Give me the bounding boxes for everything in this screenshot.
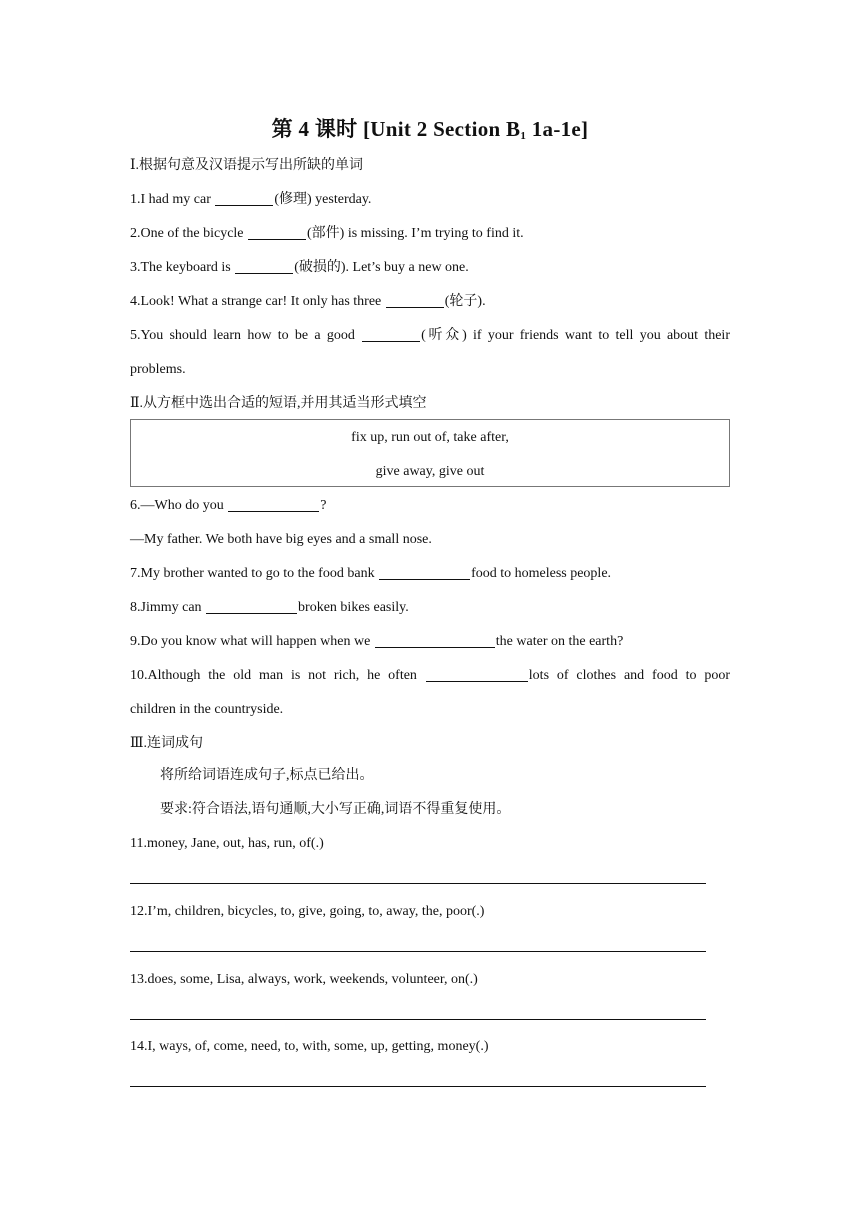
part3-instruction-1: 将所给词语连成句子,标点已给出。 (160, 768, 374, 783)
question-7 (130, 564, 611, 584)
q3-hint: (破损的). Let’s buy a new one. (294, 260, 469, 275)
q6-text: 6.—Who do you (130, 498, 228, 513)
part2-heading: Ⅱ.从方框中选出合适的短语,并用其适当形式填空 (130, 396, 427, 411)
part1-heading: Ⅰ.根据句意及汉语提示写出所缺的单词 (130, 158, 364, 173)
q1-blank[interactable] (215, 191, 273, 206)
q5-hint: (听众) if your friends want to tell you about their (421, 328, 730, 343)
question-8 (130, 598, 409, 618)
q10-end: lots of clothes and food to poor (528, 668, 730, 683)
q3-blank[interactable] (235, 259, 293, 274)
q4-hint: (轮子). (444, 294, 486, 309)
q5-blank[interactable] (362, 327, 420, 342)
part3-instruction-2: 要求:符合语法,语句通顺,大小写正确,词语不得重复使用。 (160, 802, 511, 817)
q7-end: food to homeless people. (471, 566, 612, 581)
q8-end: broken bikes easily. (298, 600, 409, 615)
q7-blank[interactable] (379, 565, 470, 580)
question-6-answer: —My father. We both have big eyes and a small nose. (130, 532, 432, 547)
q2-text: 2.One of the bicycle (130, 226, 248, 241)
answer-line-12[interactable] (130, 951, 706, 952)
question-3 (130, 258, 469, 278)
question-14: 14.I, ways, of, come, need, to, with, some, up, getting, money(.) (130, 1039, 489, 1054)
answer-line-13[interactable] (130, 1019, 706, 1020)
q9-end: the water on the earth? (495, 634, 624, 649)
q5-text: 5.You should learn how to be a good (130, 328, 362, 343)
phrase-box-line-1: fix up, run out of, take after, (351, 430, 509, 445)
answer-line-11[interactable] (130, 883, 706, 884)
phrase-box (130, 419, 730, 487)
question-12: 12.I’m, children, bicycles, to, give, going, to, away, the, poor(.) (130, 904, 485, 919)
q3-text: 3.The keyboard is (130, 260, 235, 275)
q9-text: 9.Do you know what will happen when we (130, 634, 374, 649)
question-11: 11.money, Jane, out, has, run, of(.) (130, 836, 324, 851)
question-10-continued: children in the countryside. (130, 702, 284, 717)
question-1 (130, 190, 371, 210)
part3-heading: Ⅲ.连词成句 (130, 736, 204, 751)
question-9 (130, 632, 623, 652)
page-title (130, 113, 730, 143)
q7-text: 7.My brother wanted to go to the food bank (130, 566, 379, 581)
question-5 (130, 326, 730, 346)
question-13: 13.does, some, Lisa, always, work, weekends, volunteer, on(.) (130, 972, 478, 987)
q10-text: 10.Although the old man is not rich, he often (130, 668, 425, 683)
title-tail: 1a-1e] (526, 117, 589, 141)
q4-blank[interactable] (386, 293, 444, 308)
q1-text: 1.I had my car (130, 192, 215, 207)
q9-blank[interactable] (375, 633, 495, 648)
q8-text: 8.Jimmy can (130, 600, 206, 615)
q4-text: 4.Look! What a strange car! It only has three (130, 294, 385, 309)
question-6 (130, 496, 326, 516)
question-5-continued: problems. (130, 362, 186, 377)
question-2 (130, 224, 524, 244)
phrase-box-line-2: give away, give out (375, 464, 485, 479)
q10-blank[interactable] (426, 667, 528, 682)
answer-line-14[interactable] (130, 1086, 706, 1087)
title-main: 第 4 课时 [Unit 2 Section B (271, 117, 521, 141)
question-10 (130, 666, 730, 686)
title-subscript: 1 (520, 130, 527, 142)
q6-end: ? (320, 498, 327, 513)
question-4 (130, 292, 486, 312)
q2-hint: (部件) is missing. I’m trying to find it. (307, 226, 524, 241)
q2-blank[interactable] (248, 225, 306, 240)
q6-blank[interactable] (228, 497, 319, 512)
q1-hint: (修理) yesterday. (274, 192, 372, 207)
q8-blank[interactable] (206, 599, 297, 614)
